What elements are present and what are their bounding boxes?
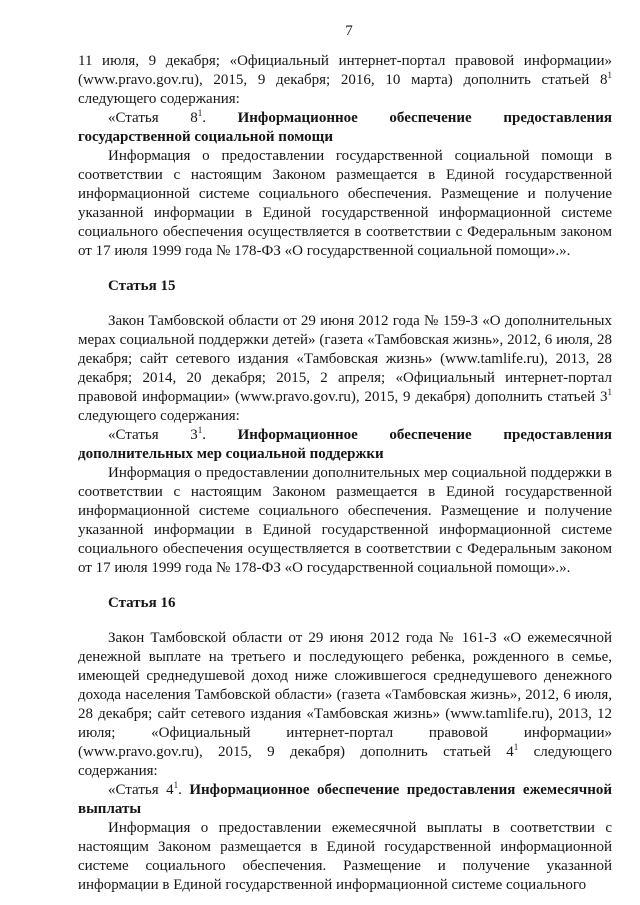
paragraph-text: следующего содержания: (78, 91, 240, 107)
article-15-heading: Статья 15 (108, 278, 176, 294)
paragraph-text: следующего содержания: (78, 408, 240, 424)
superscript: 1 (197, 425, 203, 435)
article-title-text: дополнительных мер социальной поддержки (78, 446, 384, 462)
article-label: «Статья 4 (108, 782, 174, 798)
article-title-word: предоставления (503, 427, 612, 443)
superscript: 1 (513, 742, 519, 752)
paragraph-amendment-4-1 (78, 629, 612, 781)
spacer (78, 296, 612, 312)
article-title-word: обеспечение (389, 110, 472, 126)
article-title-text: государственной социальной помощи (78, 129, 333, 145)
article-dot: . (178, 782, 190, 798)
paragraph-text: 11 июля, 9 декабря; «Официальный интернет-портал правовой информации» (www.pravo.gov.ru), 2015, 9 декабря; 2016, 10 марта) дополнить статьей 8 (78, 53, 612, 88)
paragraph-info-3-1: Информация о предоставлении дополнительных мер социальной поддержки в соответствии с настоящим Законом размещается в Единой государственной информационной системе социального обеспечения. Размещение и получение указанной информации в Единой государственной информационной системе социального обеспечения осуществляется в соответствии с Федеральным законом от 17 июля 1999 года № 178-ФЗ «О государственной социальной помощи».». (78, 465, 612, 576)
article-number (190, 426, 206, 445)
spacer (78, 613, 612, 629)
article-dot: . (202, 110, 206, 126)
article-3-1-title-line (78, 426, 612, 445)
article-4-1-title (78, 781, 612, 819)
paragraph-amendment-3-1 (78, 312, 612, 426)
article-8-1-title-cont (78, 128, 612, 147)
page-number: 7 (345, 23, 353, 39)
article-number-text: 3 (190, 427, 198, 443)
article-number-text: 8 (190, 110, 198, 126)
article-number (190, 109, 206, 128)
article-title-word: Информационное (237, 110, 358, 126)
superscript: 1 (197, 108, 203, 118)
article-title-word: предоставления (503, 110, 612, 126)
article-title-text: Информационное обеспечение предоставления ежемесячной выплаты (78, 782, 612, 817)
superscript: 1 (607, 387, 612, 397)
superscript: 1 (173, 780, 179, 790)
paragraph-info-8-1: Информация о предоставлении государственной социальной помощи в соответствии с настоящим Законом размещается в Единой государственной информационной системе социального обеспечения. Размещение и получение указанной информации в Единой государственной информационной системе социального обеспечения осуществляется в соответствии с Федеральным законом от 17 июля 1999 года № 178-ФЗ «О государственной социальной помощи».». (78, 148, 612, 259)
paragraph-text: следующего содержания: (78, 744, 612, 779)
paragraph-text: Закон Тамбовской области от 29 июня 2012 года № 161-З «О ежемесячной денежной выплате на третьего и последующего ребенка, рожденного в семье, имеющей среднедушевой доход ниже сложившегося среднедушевого денежного дохода населения Тамбовской области» (газета «Тамбовская жизнь», 2012, 6 июля, 28 декабря; сайт сетевого издания «Тамбовская жизнь» (www.tamlife.ru), 2013, 12 июля; «Официальный интернет-портал правовой информации» (www.pravo.gov.ru), 2015, 9 декабря) дополнить статьей 4 (78, 630, 612, 760)
superscript: 1 (607, 70, 612, 80)
article-title-word: Информационное (237, 427, 358, 443)
article-title-word: обеспечение (389, 427, 472, 443)
paragraph-info-4-1: Информация о предоставлении ежемесячной выплаты в соответствии с настоящим Законом размещается в Единой государственной информационной системе социального обеспечения. Размещение и получение указанной информации в Единой государственной информационной системе социального (78, 820, 612, 893)
paragraph-amendment-8-1 (78, 52, 612, 109)
paragraph-text: Закон Тамбовской области от 29 июня 2012 года № 159-З «О дополнительных мерах социальной поддержки детей» (газета «Тамбовская жизнь», 2012, 6 июля, 28 декабря; сайт сетевого издания «Тамбовская жизнь» (www.tamlife.ru), 2013, 28 декабря; 2014, 20 декабря; 2015, 2 апреля; «Официальный интернет-портал правовой информации» (www.pravo.gov.ru), 2015, 9 декабря) дополнить статьей 3 (78, 313, 612, 405)
article-dot: . (202, 427, 206, 443)
article-16-heading: Статья 16 (108, 595, 176, 611)
article-label: «Статья (108, 427, 159, 443)
article-8-1-title-line (78, 109, 612, 128)
article-3-1-title-cont (78, 445, 612, 464)
article-label: «Статья (108, 110, 159, 126)
